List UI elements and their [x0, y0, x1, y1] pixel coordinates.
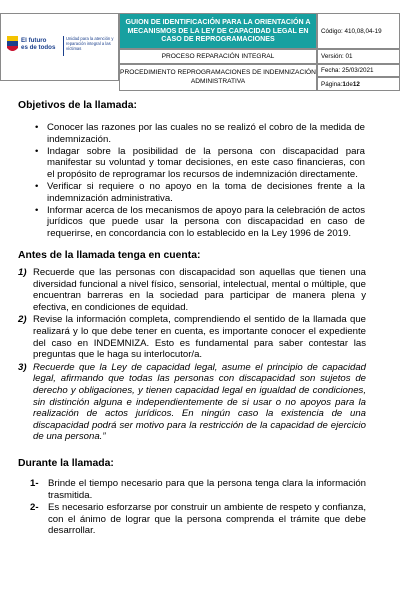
- list-item: • Informar acerca de los mecanismos de apoyo para la celebración de actos jurídicos que puede usar la persona con discapacidad en caso de requerirse, en concordancia con lo establecido en la Ley 1996 de 2019.: [35, 205, 365, 240]
- item-number: 3): [18, 361, 27, 373]
- colombia-shield-icon: [7, 36, 18, 53]
- list-item: • Indagar sobre la posibilidad de la persona con discapacidad para manifestar su voluntad y tomar decisiones, en este caso financieras, con el propósito de reprogramar los recursos de indemnización directamente.: [35, 146, 365, 181]
- list-item: [18, 362, 366, 443]
- list-item: [18, 267, 366, 313]
- list-item: [18, 314, 366, 360]
- logo-cell: [0, 13, 119, 81]
- logo-brand-line2: es de todos: [21, 43, 56, 51]
- page-of: de: [345, 80, 353, 88]
- page-current: 1: [342, 80, 346, 88]
- document-date: Fecha: 25/03/2021: [317, 64, 400, 77]
- list-item: • Conocer las razones por las cuales no se realizó el cobro de la medida de indemnización.: [35, 122, 365, 145]
- item-text: Es necesario esforzarse por construir un ambiente de respeto y confianza, con el ánimo de lograr que la persona comprenda el trámite que debe desarrollar.: [48, 502, 366, 537]
- document-title: GUION DE IDENTIFICACIÓN PARA LA ORIENTACIÓN A MECANISMOS DE LA LEY DE CAPACIDAD LEGAL EN CASO DE REPROGRAMACIONES: [119, 13, 317, 49]
- procedure-name: PROCEDIMIENTO REPROGRAMACIONES DE INDEMNIZACIÓN ADMINISTRATIVA: [119, 64, 317, 91]
- page-number: [317, 77, 400, 91]
- item-number: 2): [18, 314, 27, 326]
- item-number: 1-: [30, 478, 39, 489]
- item-text: Revise la información completa, comprendiendo el sentido de la llamada que realizará y lo que debe tener en cuenta, es importante conocer el expediente del caso en INDEMNIZA. Esto es fundamental para saber contestar las preguntas que le haga su interlocutor/a.: [33, 314, 366, 361]
- document-header: [0, 0, 400, 95]
- during-call-list: [30, 478, 366, 538]
- page-prefix: Página:: [321, 80, 343, 88]
- item-number: 2-: [30, 502, 39, 514]
- page-total: 12: [352, 80, 360, 88]
- objectives-list: [35, 122, 365, 240]
- item-text: Recuerde que las personas con discapacidad son aquellas que tienen una diversidad funcional a nivel físico, sensorial, intelectual, mental o múltiple, que encuentran barreras en la sociedad para participar de manera plena y efectiva, en condiciones de equidad.: [33, 267, 366, 313]
- logo-entity-name: Unidad para la atención y reparación integral a las víctimas: [66, 36, 114, 51]
- item-text: Recuerde que la Ley de capacidad legal, asume el principio de capacidad legal, afirmando que todas las personas con discapacidad son sujetos de derecho y obligaciones, y tienen capacidad legal en igualdad de condiciones, sin distinción alguna e independientemente de si usar o no apoyos para la realización de actos jurídicos. En ningún caso la existencia de una discapacidad podrá ser motivo para la restricción de la capacidad de ejercicio de una persona.”: [33, 361, 366, 443]
- during-call-heading: Durante la llamada:: [18, 458, 114, 469]
- list-item: [30, 478, 366, 501]
- before-call-heading: Antes de la llamada tenga en cuenta:: [18, 250, 201, 261]
- logo-divider: [63, 36, 64, 56]
- list-item: [30, 502, 366, 537]
- process-name: PROCESO REPARACIÓN INTEGRAL: [119, 49, 317, 64]
- item-number: 1): [18, 267, 27, 278]
- document-code: Código: 410,08,04-19: [317, 13, 400, 49]
- list-item: • Verificar si requiere o no apoyo en la toma de decisiones frente a la indemnización administrativa.: [35, 181, 365, 204]
- logo-brand-line1: El futuro: [21, 37, 47, 44]
- logo-brand: [21, 38, 55, 52]
- document-version: Versión: 01: [317, 49, 400, 64]
- objectives-heading: Objetivos de la llamada:: [18, 100, 137, 111]
- before-call-list: [18, 267, 366, 444]
- item-text: Brinde el tiempo necesario para que la persona tenga clara la información trasmitida.: [48, 478, 366, 501]
